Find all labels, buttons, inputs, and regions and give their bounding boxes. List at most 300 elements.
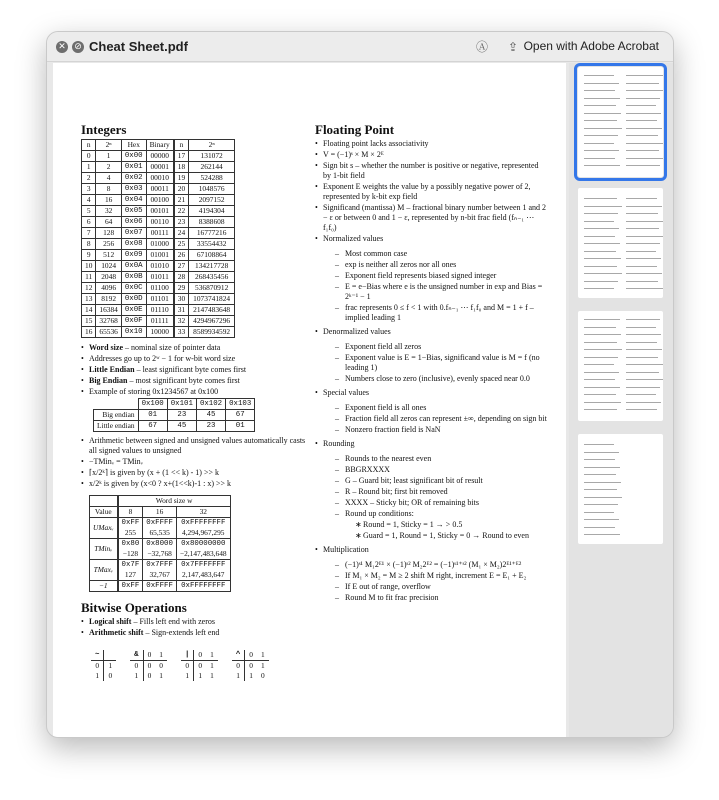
table-cell: 0x07 <box>121 228 146 239</box>
table-header: 1 <box>155 650 167 661</box>
table-row <box>90 560 231 571</box>
list-item <box>81 387 309 397</box>
thumbnail-text-line <box>584 128 622 129</box>
description: – Fills left end with zeros <box>131 617 215 626</box>
table-cell: 00111 <box>146 228 174 239</box>
table-header: 0 <box>194 650 206 661</box>
sub-item: – Round M to fit frac precision <box>323 593 547 603</box>
table-cell: 8388608 <box>189 217 235 228</box>
thumbnail-text-line <box>626 379 663 380</box>
integers-table <box>81 139 235 338</box>
table-cell: 0x00 <box>121 151 146 162</box>
thumbnail-text-line <box>584 120 617 121</box>
table-cell: 01001 <box>146 250 174 261</box>
table-cell: 1 <box>210 671 214 680</box>
thumbnail-text-line <box>584 150 619 151</box>
thumbnail-sidebar <box>569 63 673 737</box>
table-header: Binary <box>146 140 174 151</box>
thumbnail-text-line <box>626 236 663 237</box>
table-cell: 21 <box>174 195 189 206</box>
left-column <box>81 122 309 681</box>
thumbnail-text-line <box>584 364 614 365</box>
thumbnail-text-line <box>626 75 663 76</box>
table-cell: 0x7FFF <box>143 560 177 571</box>
thumbnail-text-line <box>584 113 621 114</box>
list-item: • Arithmetic between signed and unsigned values automatically casts all signed values to unsigned <box>81 436 309 456</box>
table-row <box>130 661 167 672</box>
sub-item: – XXXX – Sticky bit; OR of remaining bits <box>323 498 547 508</box>
table-row <box>130 650 167 661</box>
operator-symbol: ^ <box>232 650 245 661</box>
table-header: 2ⁿ <box>96 140 121 151</box>
operator-symbol: | <box>181 650 194 661</box>
fp-bullet: • Exponent E weights the value by a possibly negative power of 2, represented by k-bit exp field <box>315 182 547 202</box>
table-row <box>232 671 269 681</box>
table-cell: −32,768 <box>143 549 177 560</box>
table-cell: 7 <box>82 228 96 239</box>
thumbnail-text-line <box>584 198 617 199</box>
thumbnail-text-line <box>626 266 657 267</box>
table-cell: 1 <box>245 671 257 681</box>
list-item <box>81 343 309 353</box>
table-row <box>181 661 218 672</box>
table-cell: 20 <box>174 184 189 195</box>
table-cell: 0xFFFF <box>143 581 177 592</box>
thumbnail-text-line <box>584 342 617 343</box>
table-row <box>82 206 235 217</box>
table-cell: 01000 <box>146 239 174 250</box>
table-row <box>82 184 235 195</box>
bitwise-bullets <box>81 617 309 638</box>
thumbnail-text-line <box>584 258 621 259</box>
table-cell: 1048576 <box>189 184 235 195</box>
sub-item: – exp is neither all zeros nor all ones <box>323 260 547 270</box>
table-row <box>94 399 255 410</box>
table-cell: 0x0E <box>121 305 146 316</box>
fp-bullet: • Sign bit s – whether the number is positive or negative, represented by 1-bit field <box>315 161 547 181</box>
description: Addresses go up to 2ʷ − 1 for w-bit word size <box>89 354 236 363</box>
table-cell: 45 <box>167 421 196 432</box>
table-cell: 524288 <box>189 173 235 184</box>
operator-symbol: ~ <box>91 650 104 661</box>
table-cell: 12 <box>82 283 96 294</box>
table-header: 0x103 <box>226 399 255 410</box>
hide-icon[interactable]: ⊘ <box>72 41 84 53</box>
description: – least significant byte comes first <box>134 365 247 374</box>
table-cell: UMaxᵥ <box>90 518 118 539</box>
markup-icon[interactable]: Ⓐ <box>475 40 488 54</box>
table-cell: TMinᵥ <box>90 539 118 560</box>
table-cell: 0x09 <box>121 250 146 261</box>
table-cell: 1073741824 <box>189 294 235 305</box>
table-header: n <box>82 140 96 151</box>
thumbnail-text-line <box>626 334 661 335</box>
table-cell: 0x06 <box>121 217 146 228</box>
table-cell: 0 <box>245 661 257 672</box>
table-cell: 1 <box>134 671 139 680</box>
table-cell: 1 <box>185 671 190 680</box>
thumbnail-text-line <box>584 527 615 528</box>
table-cell: 64 <box>96 217 121 228</box>
sub-item: – Exponent field all zeros <box>323 342 547 352</box>
table-cell: 17 <box>174 151 189 162</box>
pdf-page <box>53 63 566 738</box>
description: – most significant byte comes first <box>127 376 240 385</box>
table-cell <box>104 650 116 661</box>
thumbnail-text-line <box>584 444 614 445</box>
table-row <box>82 173 235 184</box>
table-cell: 00001 <box>146 162 174 173</box>
thumbnail-text-line <box>584 75 614 76</box>
table-cell: 4096 <box>96 283 121 294</box>
thumbnail-text-line <box>584 327 616 328</box>
table-cell: 01110 <box>146 305 174 316</box>
table-header: 8 <box>118 507 143 518</box>
fp-bullet: • Normalized values – Most common case – exp is neither all zeros nor all ones – Exponent field represents biased signed integer – E = e−Bias where e is the unsigned number in exp and Bias = 2ᵏ⁻¹ − 1 – frac represents 0 ≤ f < 1 with 0.fₙ₋₁ ⋯ f₁f₀ and M = 1 + f – implied leading 1 <box>315 234 547 323</box>
table-cell: 0x80 <box>118 539 143 550</box>
table-row <box>82 151 235 162</box>
table-header: Hex <box>121 140 146 151</box>
term: Little Endian <box>89 365 135 374</box>
truth-table-not <box>91 650 116 681</box>
table-cell: 6 <box>82 217 96 228</box>
table-cell: 23 <box>174 217 189 228</box>
fp-bullet: • Denormalized values – Exponent field all zeros – Exponent value is E = 1−Bias, significand value is M = f (no leading 1) – Numbers close to zero (inclusive), evenly spaced near 0.0 <box>315 327 547 384</box>
table-cell: 00000 <box>146 151 174 162</box>
sub-item: – R – Round bit; first bit removed <box>323 487 547 497</box>
share-icon[interactable]: ⇪ <box>507 40 519 54</box>
page-thumbnail-1[interactable] <box>578 67 663 177</box>
table-cell: −1 <box>90 581 118 592</box>
thumbnail-text-line <box>626 98 660 99</box>
table-cell: 01 <box>226 421 255 432</box>
page-thumbnail-2[interactable] <box>578 188 663 298</box>
thumbnail-text-line <box>584 467 620 468</box>
fp-bullet: • Floating point lacks associativity <box>315 139 547 149</box>
table-cell: 1 <box>260 661 265 670</box>
table-cell: 19 <box>174 173 189 184</box>
table-header <box>94 399 139 410</box>
table-row <box>130 671 167 681</box>
table-cell: 01101 <box>146 294 174 305</box>
table-cell: 23 <box>167 410 196 421</box>
thumbnail-text-line <box>584 504 618 505</box>
table-cell: 65,535 <box>143 528 177 539</box>
table-cell: 8 <box>96 184 121 195</box>
table-cell: 27 <box>174 261 189 272</box>
description: – nominal size of pointer data <box>123 343 221 352</box>
title-bar <box>47 32 673 62</box>
thumbnail-text-line <box>626 135 658 136</box>
thumbnail-text-line <box>626 83 659 84</box>
table-cell: 33 <box>174 327 189 338</box>
thumbnail-text-line <box>584 143 614 144</box>
truth-table-or <box>181 650 218 681</box>
thumbnail-text-line <box>584 288 614 289</box>
table-cell: 1 <box>82 162 96 173</box>
table-cell: 31 <box>174 305 189 316</box>
list-item <box>81 376 309 386</box>
table-cell: 2 <box>82 173 96 184</box>
thumbnail-text-line <box>626 221 663 222</box>
table-row <box>91 661 116 672</box>
table-cell: 32768 <box>96 316 121 327</box>
table-row <box>82 316 235 327</box>
thumbnail-text-line <box>584 236 615 237</box>
table-cell: 65536 <box>96 327 121 338</box>
table-row <box>90 518 231 529</box>
truth-tables <box>91 650 309 681</box>
thumbnail-text-line <box>626 364 663 365</box>
fp-bullet: • Significand (mantissa) M – fractional binary number between 1 and 2 − ε or between 0 and 1 − ε, represented by n-bit frac field (fₙ₋₁ ⋯ f₁f₀) <box>315 203 547 233</box>
thumbnail-text-line <box>626 387 660 388</box>
table-cell: 0 <box>104 671 116 681</box>
table-header: Value <box>90 507 118 518</box>
table-cell: 01 <box>138 410 167 421</box>
sub-item: – Exponent field is all ones <box>323 403 547 413</box>
thumbnail-text-line <box>626 281 658 282</box>
table-cell: 2147483648 <box>189 305 235 316</box>
table-cell: 0x8000 <box>143 539 177 550</box>
arith-bullets <box>81 436 309 489</box>
thumbnail-text-line <box>584 251 616 252</box>
table-cell: 29 <box>174 283 189 294</box>
table-row <box>181 650 218 661</box>
table-cell: 23 <box>196 421 225 432</box>
thumbnail-text-line <box>626 113 661 114</box>
thumbnail-text-line <box>626 150 659 151</box>
thumbnail-text-line <box>584 281 618 282</box>
table-cell <box>90 496 118 507</box>
fp-bullet: • V = (−1)ˢ × M × 2ᴱ <box>315 150 547 160</box>
table-row <box>232 661 269 672</box>
table-cell: 1 <box>194 671 206 681</box>
table-cell: 67 <box>226 410 255 421</box>
table-cell: 0 <box>82 151 96 162</box>
thumbnail-text-line <box>626 288 663 289</box>
table-row <box>90 539 231 550</box>
table-cell: −128 <box>118 549 143 560</box>
table-cell: 131072 <box>189 151 235 162</box>
table-cell: 67 <box>138 421 167 432</box>
table-cell: 16 <box>82 327 96 338</box>
table-cell: 4 <box>82 195 96 206</box>
table-cell: 2097152 <box>189 195 235 206</box>
sub-item: – Nonzero fraction field is NaN <box>323 425 547 435</box>
table-header: 0x100 <box>138 399 167 410</box>
table-row <box>82 272 235 283</box>
table-cell: 0x7FFFFFFF <box>176 560 230 571</box>
table-cell: 00011 <box>146 184 174 195</box>
close-icon[interactable]: ✕ <box>56 41 68 53</box>
table-row <box>82 195 235 206</box>
table-header: 0 <box>245 650 257 661</box>
thumbnail-text-line <box>584 90 615 91</box>
table-row <box>82 305 235 316</box>
table-cell: 0x02 <box>121 173 146 184</box>
table-cell: 32 <box>174 316 189 327</box>
thumbnail-text-line <box>626 409 657 410</box>
list-item: • ⌈x/2ᵏ⌉ is given by (x + (1 << k) - 1) >> k <box>81 468 309 478</box>
thumbnail-text-line <box>584 489 617 490</box>
table-cell: 14 <box>82 305 96 316</box>
table-cell: 0x04 <box>121 195 146 206</box>
table-row <box>82 327 235 338</box>
list-item <box>81 365 309 375</box>
right-column <box>315 122 547 604</box>
table-cell: −2,147,483,648 <box>176 549 230 560</box>
sub-item: – If M₁ × M₂ = M ≥ 2 shift M right, increment E = E₁ + E₂ <box>323 571 547 581</box>
table-row <box>94 410 255 421</box>
table-header: 1 <box>257 650 269 661</box>
thumbnail-text-line <box>584 221 614 222</box>
table-row <box>82 261 235 272</box>
table-cell: TMaxᵥ <box>90 560 118 581</box>
table-cell: 262144 <box>189 162 235 173</box>
open-with-acrobat-button[interactable]: Open with Adobe Acrobat <box>523 39 659 53</box>
table-row <box>82 294 235 305</box>
table-row <box>90 496 231 507</box>
table-cell: 0xFF <box>118 518 143 529</box>
thumbnail-text-line <box>584 266 617 267</box>
table-cell: 0x10 <box>121 327 146 338</box>
table-cell: 01010 <box>146 261 174 272</box>
thumbnail-text-line <box>626 319 660 320</box>
table-cell: 0x03 <box>121 184 146 195</box>
word-size-table <box>89 495 231 592</box>
thumbnail-text-line <box>584 165 620 166</box>
table-cell: 00101 <box>146 206 174 217</box>
page-thumbnail-3[interactable] <box>578 311 663 421</box>
table-header: Word size w <box>118 496 231 507</box>
table-cell: 0 <box>185 661 190 670</box>
table-cell: Big endian <box>94 410 139 421</box>
table-cell: 0 <box>260 671 265 680</box>
table-cell: 1024 <box>96 261 121 272</box>
thumbnail-text-line <box>584 319 620 320</box>
sub-item: – Exponent value is E = 1−Bias, significand value is M = f (no leading 1) <box>323 353 547 373</box>
table-cell: 0xFFFFFFFF <box>176 581 230 592</box>
table-row <box>181 671 218 681</box>
table-cell: 01100 <box>146 283 174 294</box>
table-cell: 2 <box>96 162 121 173</box>
thumbnail-text-line <box>626 105 656 106</box>
table-header: 32 <box>176 507 230 518</box>
table-cell: 512 <box>96 250 121 261</box>
term: Big Endian <box>89 376 128 385</box>
table-cell: 16 <box>96 195 121 206</box>
table-cell: 0 <box>134 661 139 670</box>
sub-item: – E = e−Bias where e is the unsigned number in exp and Bias = 2ᵏ⁻¹ − 1 <box>323 282 547 302</box>
thumbnail-text-line <box>584 519 619 520</box>
thumbnail-text-line <box>584 512 614 513</box>
page-thumbnail-4[interactable] <box>578 434 663 544</box>
truth-table-xor <box>232 650 269 681</box>
thumbnail-text-line <box>584 135 618 136</box>
table-cell: 32 <box>96 206 121 217</box>
term: Logical shift <box>89 617 132 626</box>
table-cell: 30 <box>174 294 189 305</box>
table-cell: 134217728 <box>189 261 235 272</box>
table-cell: 0x0D <box>121 294 146 305</box>
table-cell: 127 <box>118 570 143 581</box>
sub-item: – Fraction field all zeros can represent ±∞, depending on sign bit <box>323 414 547 424</box>
table-cell: 4,294,967,295 <box>176 528 230 539</box>
table-cell: 22 <box>174 206 189 217</box>
table-row <box>82 239 235 250</box>
thumbnail-text-line <box>626 243 660 244</box>
term: Word size <box>89 343 123 352</box>
thumbnail-text-line <box>626 372 659 373</box>
table-cell: 2,147,483,647 <box>176 570 230 581</box>
thumbnail-text-line <box>626 342 657 343</box>
table-cell: 0x80000000 <box>176 539 230 550</box>
sub-item: – Numbers close to zero (inclusive), evenly spaced near 0.0 <box>323 374 547 384</box>
thumbnail-text-line <box>626 327 656 328</box>
thumbnail-text-line <box>626 213 658 214</box>
table-cell: 0x01 <box>121 162 146 173</box>
table-cell: 10 <box>82 261 96 272</box>
table-cell: 3 <box>82 184 96 195</box>
table-cell: 1 <box>95 671 100 680</box>
table-cell: 0 <box>159 661 163 670</box>
table-cell: 1 <box>96 151 121 162</box>
table-cell: 13 <box>82 294 96 305</box>
thumbnail-text-line <box>626 128 662 129</box>
table-cell: Little endian <box>94 421 139 432</box>
thumbnail-text-line <box>584 105 616 106</box>
table-header: 0 <box>143 650 155 661</box>
sub-item: – Exponent field represents biased signed integer <box>323 271 547 281</box>
sub-sub-item: ∗ Guard = 1, Round = 1, Sticky = 0 → Round to even <box>323 531 547 541</box>
integers-heading: Integers <box>81 122 127 137</box>
table-cell: 18 <box>174 162 189 173</box>
thumbnail-text-line <box>584 409 617 410</box>
sub-item: – G – Guard bit; least significant bit of result <box>323 476 547 486</box>
thumbnail-text-line <box>584 482 621 483</box>
thumbnail-text-line <box>626 206 662 207</box>
table-cell: 11 <box>82 272 96 283</box>
table-cell: 0 <box>236 661 240 670</box>
table-row <box>82 250 235 261</box>
table-cell: 33554432 <box>189 239 235 250</box>
list-item: • −TMinᵥ = TMinᵥ <box>81 457 309 467</box>
table-cell: 8 <box>82 239 96 250</box>
table-cell: 0 <box>143 671 155 681</box>
table-cell: 8192 <box>96 294 121 305</box>
table-cell: 24 <box>174 228 189 239</box>
thumbnail-text-line <box>626 90 663 91</box>
table-cell: 00110 <box>146 217 174 228</box>
table-cell: 0xFFFFFFFF <box>176 518 230 529</box>
thumbnail-text-line <box>584 349 622 350</box>
table-cell: 4 <box>96 173 121 184</box>
table-cell: 4194304 <box>189 206 235 217</box>
table-cell: 67108864 <box>189 250 235 261</box>
table-row <box>91 650 116 661</box>
table-cell: 1 <box>210 661 214 670</box>
table-row <box>94 421 255 432</box>
thumbnail-text-line <box>584 372 619 373</box>
thumbnail-text-line <box>584 497 622 498</box>
thumbnail-text-line <box>584 334 621 335</box>
table-cell: 4294967296 <box>189 316 235 327</box>
table-cell: 0x0B <box>121 272 146 283</box>
thumbnail-text-line <box>584 83 619 84</box>
table-row <box>82 228 235 239</box>
sub-item: – frac represents 0 ≤ f < 1 with 0.fₙ₋₁ ⋯ f₁f₀ and M = 1 + f – implied leading 1 <box>323 303 547 323</box>
window-title: Cheat Sheet.pdf <box>89 39 188 54</box>
